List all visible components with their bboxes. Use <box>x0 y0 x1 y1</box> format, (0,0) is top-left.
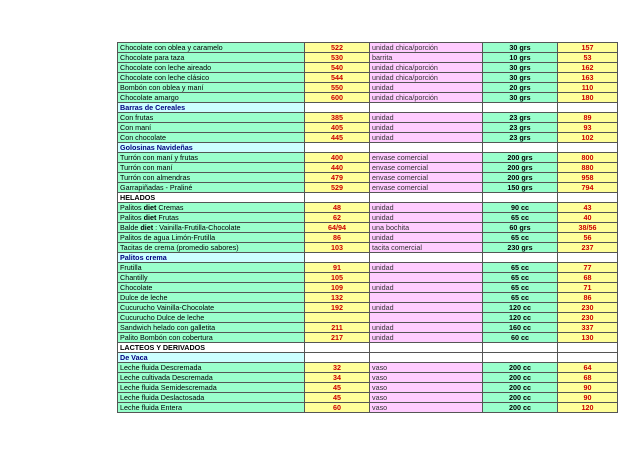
portion-cell: unidad <box>370 263 483 273</box>
kcal-cell <box>305 143 370 153</box>
table-row <box>118 113 618 123</box>
portion-cell: tacita comercial <box>370 243 483 253</box>
portion-cell: unidad <box>370 113 483 123</box>
food-name-cell: Con frutas <box>118 113 305 123</box>
portion-cell: envase comercial <box>370 183 483 193</box>
portion-cell <box>370 193 483 203</box>
portion-size-cell: 200 grs <box>483 173 558 183</box>
portion-cell: vaso <box>370 383 483 393</box>
table-row <box>118 333 618 343</box>
section-title: LACTEOS Y DERIVADOS <box>118 343 305 353</box>
diet-emphasis: diet <box>140 222 154 232</box>
kcal-cell <box>305 343 370 353</box>
kcal-cell: 600 <box>305 93 370 103</box>
total-kcal-cell: 120 <box>558 403 618 413</box>
food-name-cell: Bombón con oblea y maní <box>118 83 305 93</box>
food-name-cell: Chocolate <box>118 283 305 293</box>
total-kcal-cell <box>558 253 618 263</box>
portion-size-cell: 65 cc <box>483 233 558 243</box>
kcal-cell: 405 <box>305 123 370 133</box>
table-row <box>118 133 618 143</box>
total-kcal-cell: 86 <box>558 293 618 303</box>
kcal-cell: 192 <box>305 303 370 313</box>
kcal-cell: 60 <box>305 403 370 413</box>
total-kcal-cell: 230 <box>558 303 618 313</box>
section-header-row <box>118 103 618 113</box>
portion-size-cell: 10 grs <box>483 53 558 63</box>
portion-cell: unidad <box>370 133 483 143</box>
kcal-cell: 385 <box>305 113 370 123</box>
food-name-cell: Chocolate con leche clásico <box>118 73 305 83</box>
table-row <box>118 323 618 333</box>
kcal-cell: 91 <box>305 263 370 273</box>
total-kcal-cell: 180 <box>558 93 618 103</box>
total-kcal-cell: 230 <box>558 313 618 323</box>
portion-size-cell <box>483 193 558 203</box>
portion-size-cell: 65 cc <box>483 293 558 303</box>
portion-size-cell: 150 grs <box>483 183 558 193</box>
kcal-cell: 103 <box>305 243 370 253</box>
portion-size-cell: 65 cc <box>483 263 558 273</box>
food-name-cell: Leche fluida Descremada <box>118 363 305 373</box>
table-row <box>118 263 618 273</box>
kcal-cell <box>305 193 370 203</box>
total-kcal-cell <box>558 343 618 353</box>
kcal-cell: 544 <box>305 73 370 83</box>
portion-cell: una bochita <box>370 223 483 233</box>
table-row <box>118 403 618 413</box>
table-row <box>118 393 618 403</box>
food-name-cell: Palitos de agua Limón-Frutilla <box>118 233 305 243</box>
food-name-cell: Con chocolate <box>118 133 305 143</box>
total-kcal-cell: 68 <box>558 273 618 283</box>
total-kcal-cell: 102 <box>558 133 618 143</box>
portion-size-cell: 30 grs <box>483 93 558 103</box>
portion-cell <box>370 103 483 113</box>
kcal-cell: 550 <box>305 83 370 93</box>
portion-cell <box>370 143 483 153</box>
table-row <box>118 373 618 383</box>
table-body <box>118 43 618 413</box>
table-row <box>118 83 618 93</box>
food-name-cell: Sandwich helado con galletita <box>118 323 305 333</box>
total-kcal-cell: 89 <box>558 113 618 123</box>
portion-size-cell: 30 grs <box>483 63 558 73</box>
kcal-cell: 540 <box>305 63 370 73</box>
kcal-cell: 529 <box>305 183 370 193</box>
food-name-cell: Cucurucho Dulce de leche <box>118 313 305 323</box>
kcal-cell: 86 <box>305 233 370 243</box>
kcal-cell: 45 <box>305 383 370 393</box>
total-kcal-cell: 38/56 <box>558 223 618 233</box>
kcal-cell <box>305 313 370 323</box>
total-kcal-cell: 958 <box>558 173 618 183</box>
portion-size-cell: 200 cc <box>483 383 558 393</box>
table-row <box>118 203 618 213</box>
total-kcal-cell: 800 <box>558 153 618 163</box>
section-header-row <box>118 143 618 153</box>
kcal-cell <box>305 103 370 113</box>
portion-size-cell <box>483 103 558 113</box>
portion-size-cell: 200 cc <box>483 373 558 383</box>
portion-size-cell <box>483 353 558 363</box>
table-row <box>118 163 618 173</box>
diet-emphasis: diet <box>143 202 157 212</box>
total-kcal-cell: 40 <box>558 213 618 223</box>
portion-size-cell: 20 grs <box>483 83 558 93</box>
portion-size-cell: 65 cc <box>483 273 558 283</box>
section-title: Palitos crema <box>118 253 305 263</box>
portion-size-cell: 120 cc <box>483 313 558 323</box>
section-title: HELADOS <box>118 193 305 203</box>
portion-cell <box>370 293 483 303</box>
food-name-cell: Leche fluida Semidescremada <box>118 383 305 393</box>
food-name-cell: Palito Bombón con cobertura <box>118 333 305 343</box>
table-row <box>118 123 618 133</box>
portion-cell: envase comercial <box>370 173 483 183</box>
total-kcal-cell: 157 <box>558 43 618 53</box>
total-kcal-cell: 71 <box>558 283 618 293</box>
portion-cell: unidad <box>370 303 483 313</box>
portion-cell: unidad <box>370 203 483 213</box>
portion-size-cell: 23 grs <box>483 133 558 143</box>
portion-cell: unidad <box>370 123 483 133</box>
portion-size-cell: 160 cc <box>483 323 558 333</box>
kcal-cell: 400 <box>305 153 370 163</box>
food-name-cell: Leche fluida Entera <box>118 403 305 413</box>
food-name-cell: Leche fluida Deslactosada <box>118 393 305 403</box>
portion-size-cell: 60 cc <box>483 333 558 343</box>
portion-cell: unidad <box>370 333 483 343</box>
food-name-cell: Turrón con maní <box>118 163 305 173</box>
portion-cell: unidad <box>370 233 483 243</box>
portion-cell: vaso <box>370 373 483 383</box>
portion-cell <box>370 273 483 283</box>
kcal-cell: 445 <box>305 133 370 143</box>
total-kcal-cell <box>558 103 618 113</box>
total-kcal-cell: 237 <box>558 243 618 253</box>
total-kcal-cell <box>558 353 618 363</box>
portion-size-cell: 200 cc <box>483 363 558 373</box>
food-name-cell: Chocolate para taza <box>118 53 305 63</box>
portion-cell: unidad <box>370 283 483 293</box>
kcal-cell: 48 <box>305 203 370 213</box>
portion-cell: unidad chica/porción <box>370 73 483 83</box>
kcal-cell: 109 <box>305 283 370 293</box>
food-name-cell: Leche cultivada Descremada <box>118 373 305 383</box>
table-row <box>118 153 618 163</box>
total-kcal-cell: 162 <box>558 63 618 73</box>
kcal-cell: 34 <box>305 373 370 383</box>
total-kcal-cell: 794 <box>558 183 618 193</box>
food-name-cell: Balde diet : Vainilla-Frutilla-Chocolate <box>118 223 305 233</box>
food-name-cell: Turrón con almendras <box>118 173 305 183</box>
food-name-cell: Tacitas de crema (promedio sabores) <box>118 243 305 253</box>
food-name-cell: Chocolate con oblea y caramelo <box>118 43 305 53</box>
table-row <box>118 43 618 53</box>
total-kcal-cell: 77 <box>558 263 618 273</box>
portion-size-cell: 200 cc <box>483 403 558 413</box>
food-name-cell: Con maní <box>118 123 305 133</box>
total-kcal-cell: 56 <box>558 233 618 243</box>
food-name-cell: Palitos diet Frutas <box>118 213 305 223</box>
table-row <box>118 273 618 283</box>
table-row <box>118 233 618 243</box>
total-kcal-cell: 68 <box>558 373 618 383</box>
total-kcal-cell: 64 <box>558 363 618 373</box>
portion-size-cell: 23 grs <box>483 113 558 123</box>
kcal-cell <box>305 253 370 263</box>
food-name-cell: Chocolate con leche aireado <box>118 63 305 73</box>
portion-size-cell: 200 cc <box>483 393 558 403</box>
portion-cell: vaso <box>370 363 483 373</box>
section-header-row <box>118 253 618 263</box>
portion-size-cell: 230 grs <box>483 243 558 253</box>
kcal-cell: 132 <box>305 293 370 303</box>
food-name-cell: Garrapiñadas - Praliné <box>118 183 305 193</box>
table-row <box>118 293 618 303</box>
diet-emphasis: diet <box>143 212 157 222</box>
portion-size-cell: 60 grs <box>483 223 558 233</box>
section-header-row <box>118 343 618 353</box>
portion-size-cell: 90 cc <box>483 203 558 213</box>
kcal-cell: 522 <box>305 43 370 53</box>
portion-size-cell: 30 grs <box>483 43 558 53</box>
kcal-cell: 211 <box>305 323 370 333</box>
portion-cell <box>370 253 483 263</box>
portion-cell <box>370 313 483 323</box>
portion-size-cell: 200 grs <box>483 153 558 163</box>
food-name-cell: Dulce de leche <box>118 293 305 303</box>
portion-size-cell: 65 cc <box>483 213 558 223</box>
total-kcal-cell: 110 <box>558 83 618 93</box>
portion-cell: vaso <box>370 403 483 413</box>
total-kcal-cell: 163 <box>558 73 618 83</box>
total-kcal-cell: 880 <box>558 163 618 173</box>
nutrition-table <box>117 42 618 413</box>
portion-cell: envase comercial <box>370 163 483 173</box>
total-kcal-cell: 130 <box>558 333 618 343</box>
table-row <box>118 63 618 73</box>
table-row <box>118 313 618 323</box>
table-row <box>118 363 618 373</box>
portion-size-cell: 200 grs <box>483 163 558 173</box>
kcal-cell: 45 <box>305 393 370 403</box>
section-header-row <box>118 353 618 363</box>
table-row <box>118 213 618 223</box>
portion-cell <box>370 353 483 363</box>
portion-cell: unidad chica/porción <box>370 93 483 103</box>
portion-size-cell: 30 grs <box>483 73 558 83</box>
food-name-cell: Palitos diet Cremas <box>118 203 305 213</box>
table-row <box>118 53 618 63</box>
portion-cell: unidad <box>370 323 483 333</box>
food-name-cell: Frutilla <box>118 263 305 273</box>
food-name-cell: Chocolate amargo <box>118 93 305 103</box>
portion-cell: vaso <box>370 393 483 403</box>
food-name-cell: Chantilly <box>118 273 305 283</box>
portion-size-cell: 65 cc <box>483 283 558 293</box>
portion-size-cell: 23 grs <box>483 123 558 133</box>
table-row <box>118 173 618 183</box>
kcal-cell: 530 <box>305 53 370 63</box>
table-row <box>118 93 618 103</box>
total-kcal-cell: 53 <box>558 53 618 63</box>
kcal-cell: 217 <box>305 333 370 343</box>
section-title: Barras de Cereales <box>118 103 305 113</box>
table-row <box>118 243 618 253</box>
table-row <box>118 223 618 233</box>
table-row <box>118 303 618 313</box>
food-name-cell: Cucurucho Vainilla-Chocolate <box>118 303 305 313</box>
portion-size-cell: 120 cc <box>483 303 558 313</box>
portion-cell: unidad chica/porción <box>370 63 483 73</box>
food-name-cell: Turrón con maní y frutas <box>118 153 305 163</box>
portion-cell: unidad <box>370 83 483 93</box>
kcal-cell <box>305 353 370 363</box>
portion-cell <box>370 343 483 353</box>
portion-size-cell <box>483 143 558 153</box>
table-row <box>118 73 618 83</box>
portion-cell: unidad chica/porción <box>370 43 483 53</box>
portion-cell: unidad <box>370 213 483 223</box>
portion-cell: barrita <box>370 53 483 63</box>
kcal-cell: 440 <box>305 163 370 173</box>
kcal-cell: 62 <box>305 213 370 223</box>
section-header-row <box>118 193 618 203</box>
table-row <box>118 183 618 193</box>
portion-size-cell <box>483 253 558 263</box>
total-kcal-cell: 90 <box>558 383 618 393</box>
total-kcal-cell <box>558 193 618 203</box>
total-kcal-cell: 93 <box>558 123 618 133</box>
portion-size-cell <box>483 343 558 353</box>
table-row <box>118 383 618 393</box>
total-kcal-cell: 337 <box>558 323 618 333</box>
section-title: De Vaca <box>118 353 305 363</box>
kcal-cell: 32 <box>305 363 370 373</box>
section-title: Golosinas Navideñas <box>118 143 305 153</box>
total-kcal-cell: 43 <box>558 203 618 213</box>
total-kcal-cell <box>558 143 618 153</box>
total-kcal-cell: 90 <box>558 393 618 403</box>
kcal-cell: 64/94 <box>305 223 370 233</box>
kcal-cell: 479 <box>305 173 370 183</box>
table-row <box>118 283 618 293</box>
portion-cell: envase comercial <box>370 153 483 163</box>
kcal-cell: 105 <box>305 273 370 283</box>
